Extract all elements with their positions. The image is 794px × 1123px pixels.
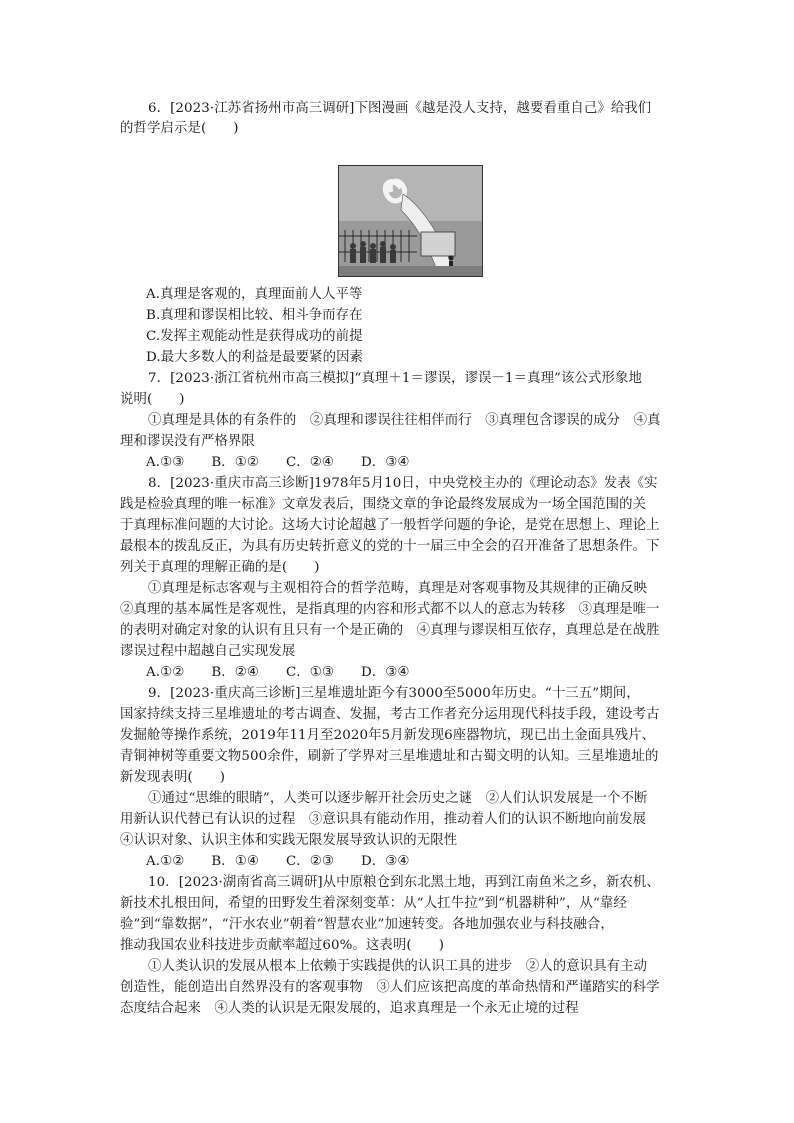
q7-stem-line-1: 7．[2023·浙江省杭州市高三模拟]“真理＋1＝谬误，谬误－1＝真理”该公式形象地 bbox=[148, 371, 642, 386]
q7-stem-line-2: 说明( ) bbox=[120, 392, 185, 407]
cartoon-drawing bbox=[339, 166, 482, 276]
q9-stem-line-2: 国家持续支持三星堆遗址的考古调查、发掘，考古工作者充分运用现代科技手段，建设考古 bbox=[120, 707, 660, 722]
q8-statements-line-1: ①真理是标志客观与主观相符合的哲学范畴，真理是对客观事物及其规律的正确反映 bbox=[148, 581, 648, 596]
q9-stem-line-1: 9．[2023·重庆高三诊断]三星堆遗址距今有3000至5000年历史。“十三五”期间， bbox=[148, 686, 640, 701]
q10-stem-line-3: 验”到“靠数据”，“汗水农业”朝着“智慧农业”加速转变。各地加强农业与科技融合， bbox=[120, 917, 614, 932]
q6-option-d: D.最大多数人的利益是最要紧的因素 bbox=[146, 350, 364, 365]
q8-stem-line-4: 最根本的拨乱反正，为具有历史转折意义的党的十一届三中全会的召开准备了思想条件。下 bbox=[120, 539, 660, 554]
q7-statements-line-2: 理和谬误没有严格界限 bbox=[120, 434, 255, 449]
q8-options: A.①② B．②④ C．①③ D．③④ bbox=[146, 665, 410, 680]
q8-stem-line-2: 践是检验真理的唯一标准》文章发表后，围绕文章的争论最终发展成为一场全国范围的关 bbox=[120, 497, 647, 512]
q10-statements-line-2: 创造性，能创造出自然界没有的客观事物 ③人们应该把高度的革命热情和严谨踏实的科学 bbox=[120, 980, 660, 995]
q10-stem-line-1: 10．[2023·湖南省高三调研]从中原粮仓到东北黑土地，再到江南鱼米之乡，新农机、 bbox=[148, 875, 660, 890]
q9-stem-line-4: 青铜神树等重要文物500余件，刷新了学界对三星堆遗址和古蜀文明的认知。三星堆遗址的 bbox=[120, 749, 659, 764]
q9-stem-line-5: 新发现表明( ) bbox=[120, 770, 226, 785]
q6-stem-line-1: 6．[2023·江苏省扬州市高三调研]下图漫画《越是没人支持，越要看重自己》给我们 bbox=[148, 101, 652, 116]
q10-stem-line-2: 新技术扎根田间，希望的田野发生着深刻变革：从“人扛牛拉”到“机器耕种”，从“靠经 bbox=[120, 896, 627, 911]
q8-statements-line-2: ②真理的基本属性是客观性，是指真理的内容和形式都不以人的意志为转移 ③真理是唯一 bbox=[120, 602, 660, 617]
q7-options: A.①③ B．①② C．②④ D．③④ bbox=[146, 455, 410, 470]
q6-option-a: A.真理是客观的，真理面前人人平等 bbox=[146, 287, 363, 302]
q9-statements-line-1: ①通过“思维的眼睛”，人类可以逐步解开社会历史之谜 ②人们认识发展是一个不断 bbox=[148, 791, 648, 806]
q8-stem-line-3: 于真理标准问题的大讨论。这场大讨论超越了一般哲学问题的争论，是党在思想上、理论上 bbox=[120, 518, 660, 533]
q10-statements-line-3: 态度结合起来 ④人类的认识是无限发展的，追求真理是一个永无止境的过程 bbox=[120, 1001, 579, 1016]
q9-options: A.①② B．①④ C．②③ D．③④ bbox=[146, 854, 410, 869]
q10-statements-line-1: ①人类认识的发展从根本上依赖于实践提供的认识工具的进步 ②人的意识具有主动 bbox=[148, 959, 648, 974]
cartoon-illustration bbox=[338, 165, 483, 277]
q8-statements-line-4: 谬误过程中超越自己实现发展 bbox=[120, 644, 296, 659]
q9-statements-line-3: ④认识对象、认识主体和实践无限发展导致认识的无限性 bbox=[120, 833, 458, 848]
q6-stem-line-2: 的哲学启示是( ) bbox=[120, 121, 239, 136]
q6-option-c: C.发挥主观能动性是获得成功的前提 bbox=[146, 329, 363, 344]
q9-stem-line-3: 发掘舱等操作系统，2019年11月至2020年5月新发现6座器物坑，现已出土金面具残片、 bbox=[120, 728, 656, 743]
q8-stem-line-5: 列关于真理的理解正确的是( ) bbox=[120, 560, 320, 575]
q6-option-b: B.真理和谬误相比较、相斗争而存在 bbox=[146, 308, 363, 323]
q9-statements-line-2: 用新认识代替已有认识的过程 ③意识具有能动作用，推动着人们的认识不断地向前发展 bbox=[120, 812, 647, 827]
q8-stem-line-1: 8．[2023·重庆市高三诊断]1978年5月10日，中央党校主办的《理论动态》发表《实 bbox=[148, 476, 658, 491]
q7-statements-line-1: ①真理是具体的有条件的 ②真理和谬误往往相伴而行 ③真理包含谬误的成分 ④真 bbox=[148, 413, 661, 428]
q8-statements-line-3: 的表明对确定对象的认识有且只有一个是正确的 ④真理与谬误相互依存，真理总是在战胜 bbox=[120, 623, 660, 638]
q10-stem-line-4: 推动我国农业科技进步贡献率超过60%。这表明( ) bbox=[120, 938, 445, 953]
